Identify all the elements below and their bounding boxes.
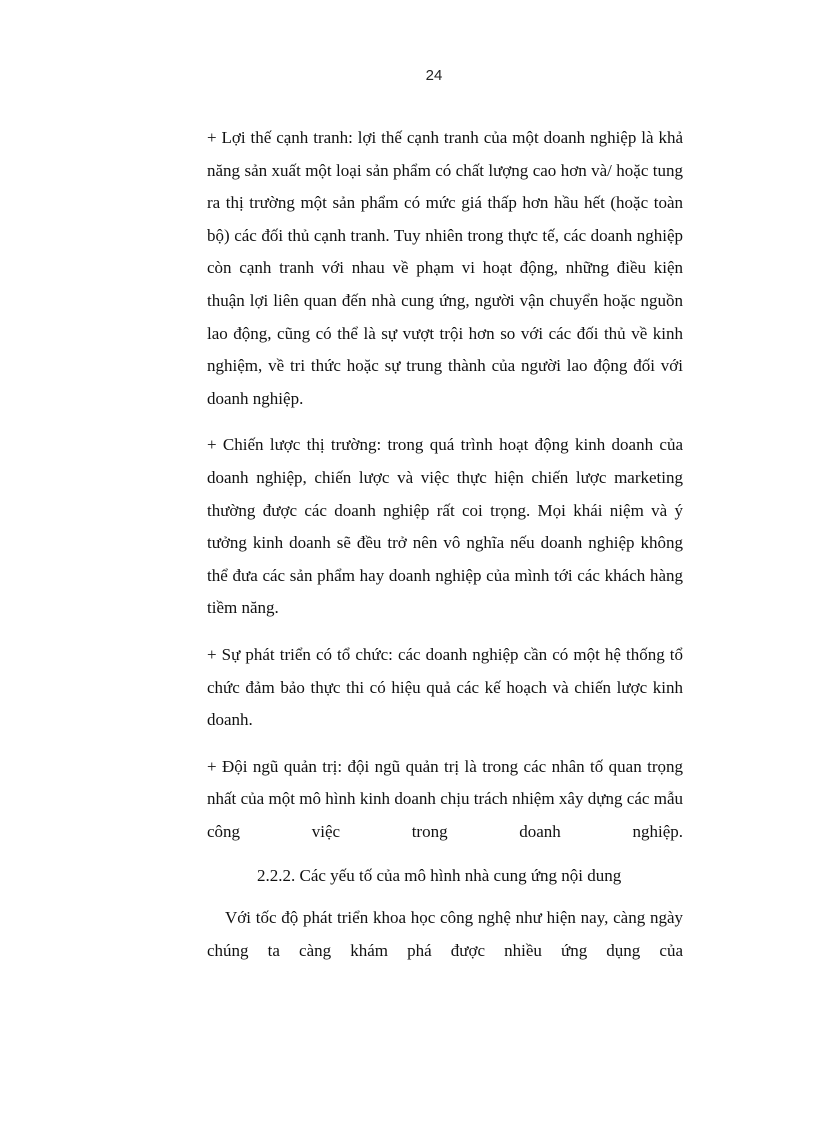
paragraph-organizational-development: + Sự phát triển có tổ chức: các doanh nghiệp cần có một hệ thống tổ chức đảm bảo thực thi có hiệu quả các kế hoạch và chiến lược kinh doanh. <box>207 644 683 730</box>
paragraph-market-strategy: + Chiến lược thị trường: trong quá trình hoạt động kinh doanh của doanh nghiệp, chiến lược và việc thực hiện chiến lược marketing thường được các doanh nghiệp rất coi trọng. Mọi khái niệm và ý tưởng kinh doanh sẽ đều trở nên vô nghĩa nếu doanh nghiệp không thể đưa các sản phẩm hay doanh nghiệp của mình tới các khách hàng tiềm năng. <box>207 435 683 618</box>
page-number: 24 <box>425 67 443 84</box>
paragraph-closing: Với tốc độ phát triển khoa học công nghệ như hiện nay, càng ngày chúng ta càng khám phá được nhiều ứng dụng của <box>207 908 683 961</box>
paragraph-competitive-advantage: + Lợi thế cạnh tranh: lợi thế cạnh tranh của một doanh nghiệp là khả năng sản xuất một loại sản phẩm có chất lượng cao hơn và/ hoặc tung ra thị trường một sản phẩm có mức giá thấp hơn hầu hết (hoặc toàn bộ) các đối thủ cạnh tranh. Tuy nhiên trong thực tế, các doanh nghiệp còn cạnh tranh với nhau về phạm vi hoạt động, những điều kiện thuận lợi liên quan đến nhà cung ứng, người vận chuyển hoặc nguồn lao động, cũng có thể là sự vượt trội hơn so với các đối thủ về kinh nghiệm, về tri thức hoặc sự trung thành của người lao động đối với doanh nghiệp. <box>207 128 683 408</box>
section-heading: 2.2.2. Các yếu tố của mô hình nhà cung ứng nội dung <box>257 866 622 886</box>
paragraph-management-team: + Đội ngũ quản trị: đội ngũ quản trị là trong các nhân tố quan trọng nhất của một mô hình kinh doanh chịu trách nhiệm xây dựng các mẫu công việc trong doanh nghiệp. <box>207 756 683 841</box>
page-content <box>207 122 683 968</box>
